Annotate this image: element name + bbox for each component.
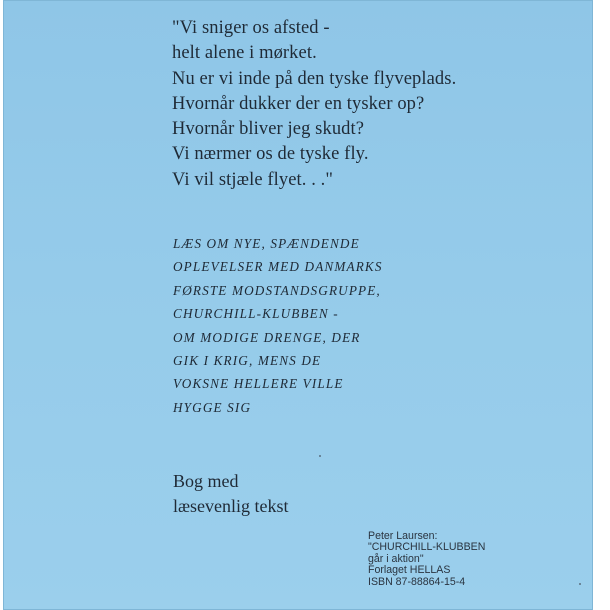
- credits-title-cont: går i aktion": [368, 552, 424, 565]
- credits-isbn: ISBN 87-88864-15-4: [368, 575, 466, 588]
- blurb-line: HYGGE SIG: [173, 399, 252, 415]
- credits-title: "CHURCHILL-KLUBBEN: [368, 541, 486, 554]
- blurb-line: OM MODIGE DRENGE, DER: [173, 329, 361, 345]
- blurb-line: VOKSNE HELLERE VILLE: [173, 376, 344, 392]
- tagline-line: læsevenlig tekst: [173, 496, 289, 516]
- book-blurb: [173, 232, 383, 419]
- print-speck: [319, 455, 321, 457]
- quote-line: Hvornår bliver jeg skudt?: [172, 119, 365, 140]
- blurb-line: CHURCHILL-KLUBBEN -: [173, 306, 339, 322]
- quote-line: helt alene i mørket.: [172, 43, 317, 64]
- blurb-line: GIK I KRIG, MENS DE: [173, 353, 322, 369]
- quote-line: Vi nærmer os de tyske fly.: [172, 144, 369, 165]
- quote-line: "Vi sniger os afsted -: [172, 18, 330, 38]
- quote-line: Hvornår dukker der en tysker op?: [172, 93, 425, 114]
- blurb-line: OPLEVELSER MED DANMARKS: [173, 259, 383, 275]
- quote-line: Vi vil stjæle flyet. . .": [172, 169, 334, 190]
- tagline-line: Bog med: [173, 471, 239, 491]
- publication-credits: [368, 531, 485, 588]
- quote-line: Nu er vi inde på den tyske flyveplads.: [172, 68, 457, 89]
- teaser-quote: [172, 16, 456, 193]
- blurb-line: FØRSTE MODSTANDSGRUPPE,: [173, 282, 381, 298]
- credits-publisher: Forlaget HELLAS: [368, 564, 451, 577]
- print-speck: [579, 583, 581, 585]
- easy-reading-tagline: [173, 469, 289, 519]
- blurb-line: LÆS OM NYE, SPÆNDENDE: [173, 236, 360, 251]
- credits-author: Peter Laursen:: [368, 530, 438, 542]
